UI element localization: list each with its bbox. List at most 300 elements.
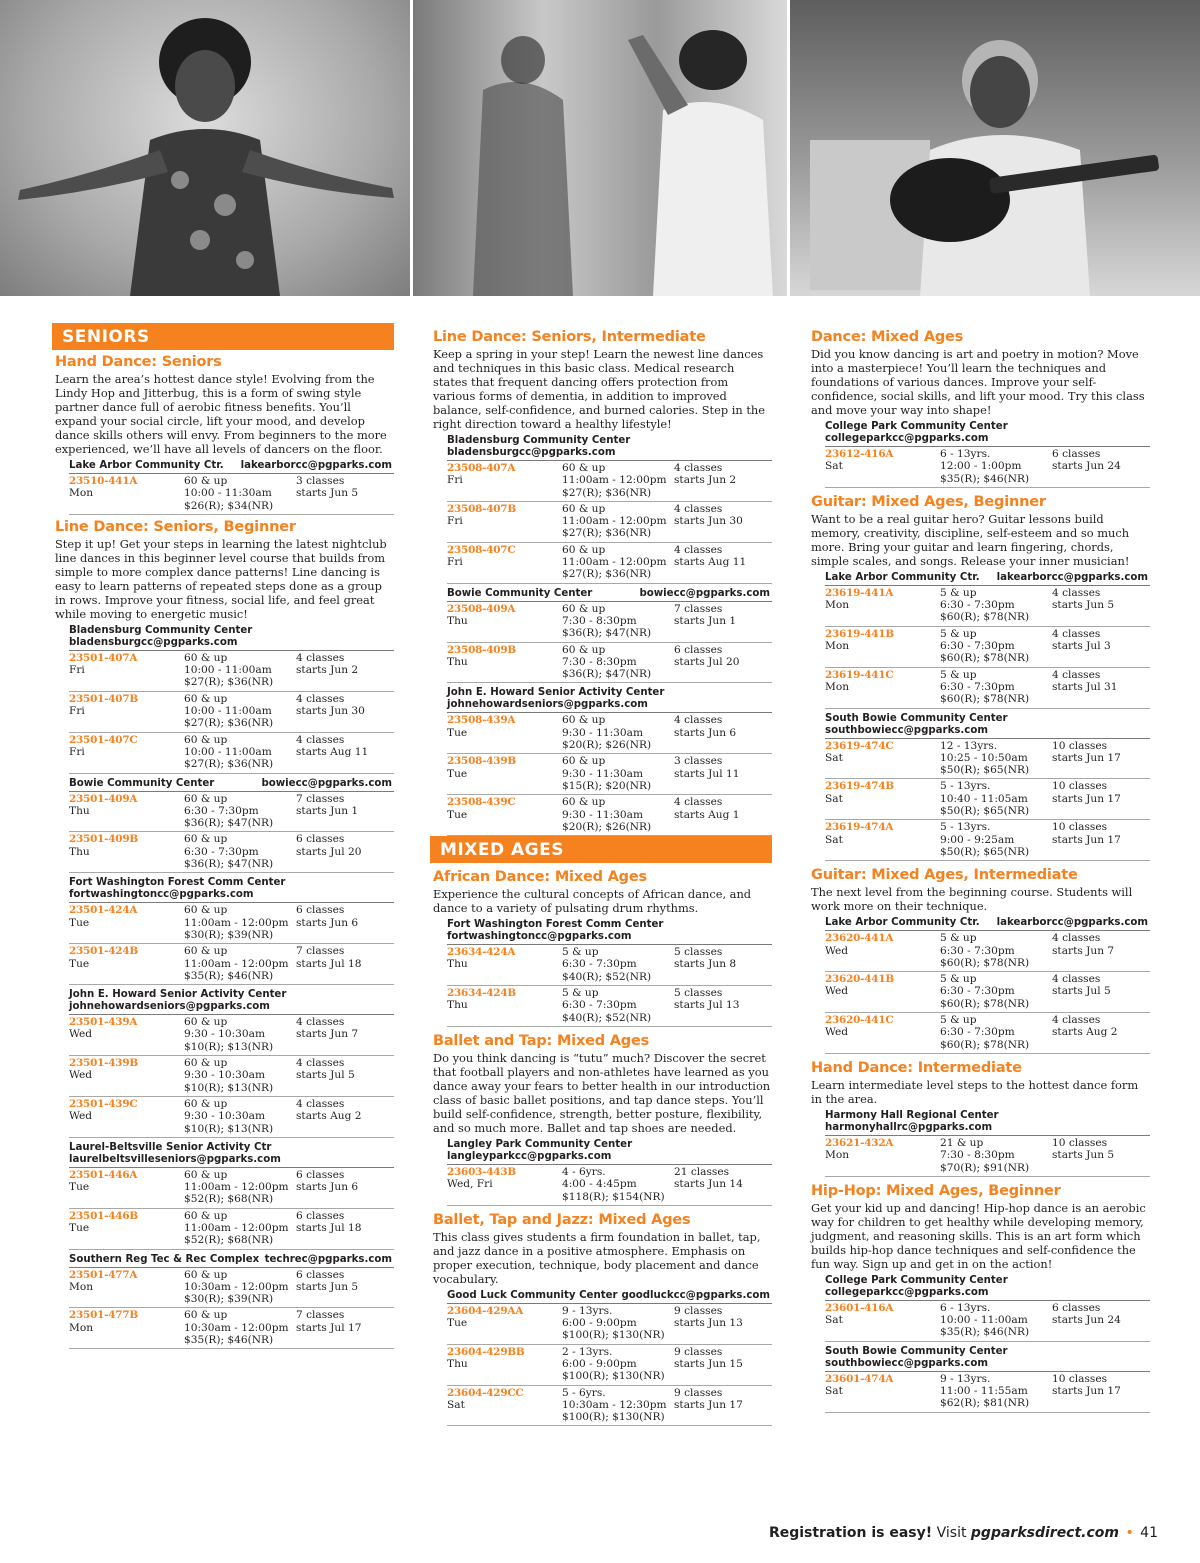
- course-fee: $60(R); $78(NR): [940, 652, 1030, 665]
- course-class-count: 7 classes: [296, 945, 345, 958]
- course-time: 6:00 - 9:00pm: [562, 1357, 637, 1370]
- course-code[interactable]: 23501-439A: [69, 1016, 138, 1029]
- course-section-row[interactable]: [825, 1136, 1150, 1177]
- course-time: 6:30 - 7:30pm: [940, 944, 1015, 957]
- course-time: 6:30 - 7:30pm: [562, 999, 637, 1012]
- section-age-time-fee: [940, 932, 1052, 969]
- location-email-link[interactable]: johnehowardseniors@pgparks.com: [447, 699, 648, 711]
- course-description: This class gives students a firm foundation in ballet, tap, and jazz dance in a positive atmosphere. Emphasis on proper execution, technique, body placement and dance vocabulary.: [433, 1229, 761, 1286]
- course-time: 11:00am - 12:00pm: [562, 556, 667, 569]
- course-age: 60 & up: [184, 833, 228, 846]
- course-section-row[interactable]: [825, 627, 1150, 668]
- course-code[interactable]: 23620-441C: [825, 1014, 894, 1027]
- section-age-time-fee: [940, 740, 1052, 777]
- course-class-count: 6 classes: [674, 643, 723, 656]
- course-time: 11:00am - 12:00pm: [184, 957, 289, 970]
- course-code[interactable]: 23501-407A: [69, 651, 138, 664]
- course-class-count: 3 classes: [296, 475, 345, 487]
- course-class-count: 6 classes: [296, 904, 345, 917]
- location-email-link[interactable]: collegeparkcc@pgparks.com: [825, 1286, 989, 1298]
- course-code[interactable]: 23501-446B: [69, 1209, 138, 1222]
- course-start-date: starts Jul 18: [296, 957, 362, 970]
- course-start-date: starts Jun 30: [296, 705, 365, 718]
- course-start-date: starts Jun 17: [674, 1398, 743, 1411]
- course-age: 60 & up: [562, 755, 606, 768]
- location-header: [69, 460, 394, 474]
- location-email-link[interactable]: bowiecc@pgparks.com: [261, 777, 392, 789]
- course-code[interactable]: 23508-407A: [447, 462, 516, 474]
- location-email-link[interactable]: goodluckcc@pgparks.com: [621, 1289, 770, 1301]
- section-count-start: [296, 652, 394, 689]
- course-title: Line Dance: Seniors, Intermediate: [433, 329, 706, 345]
- location-email-link[interactable]: bowiecc@pgparks.com: [639, 587, 770, 599]
- course-fee: $10(R); $13(NR): [184, 1040, 274, 1053]
- location-name: College Park Community Center: [825, 421, 1008, 432]
- course-time: 9:30 - 10:30am: [184, 1110, 265, 1123]
- course-class-count: 4 classes: [1052, 586, 1101, 599]
- course-day: Tue: [447, 767, 468, 780]
- section-count-start: [296, 945, 394, 982]
- section-code-day: [69, 1016, 184, 1053]
- course-description: Learn the area’s hottest dance style! Evolving from the Lindy Hop and Jitterbug, this is a form of swing style partner dance full of aerobic fitness benefits. You’ll expand your social circle, lift your mood, and develop dance skills others will envy. From beginners to the more experienced, we’ll have all levels of dancers on the floor.: [55, 372, 387, 456]
- course-section-row[interactable]: [447, 543, 772, 584]
- section-count-start: [674, 987, 772, 1024]
- location-name: South Bowie Community Center: [825, 1345, 1008, 1357]
- course-section-row[interactable]: [447, 643, 772, 684]
- course-day: Thu: [69, 845, 90, 858]
- location-name: Bowie Community Center: [447, 587, 593, 599]
- course-age: 60 & up: [184, 904, 228, 917]
- course-time: 6:30 - 7:30pm: [562, 958, 637, 971]
- course-section-row[interactable]: [447, 1304, 772, 1345]
- course-age: 60 & up: [184, 733, 228, 746]
- section-code-day: [825, 780, 940, 817]
- course-fee: $27(R); $36(NR): [562, 527, 652, 540]
- course-time: 11:00am - 12:00pm: [184, 916, 289, 929]
- course-section-row[interactable]: [447, 1165, 772, 1206]
- course-start-date: starts Jun 17: [1052, 1384, 1121, 1397]
- course-section-row[interactable]: [447, 602, 772, 643]
- course-fee: $62(R); $81(NR): [940, 1397, 1030, 1410]
- course-section-row[interactable]: [447, 502, 772, 543]
- section-count-start: [296, 833, 394, 870]
- location-name: Bladensburg Community Center: [69, 624, 253, 636]
- course-section-row[interactable]: [69, 792, 394, 833]
- course-age: 5 & up: [562, 987, 599, 1000]
- location-email-link[interactable]: techrec@pgparks.com: [264, 1253, 392, 1265]
- course-fee: $20(R); $26(NR): [562, 739, 652, 752]
- course-start-date: starts Aug 1: [674, 808, 740, 821]
- course-start-date: starts Jun 14: [674, 1178, 743, 1191]
- course-time: 6:30 - 7:30pm: [940, 680, 1015, 693]
- course-time: 6:30 - 7:30pm: [940, 1026, 1015, 1039]
- course-time: 6:30 - 7:30pm: [184, 845, 259, 858]
- location-header: [825, 572, 1150, 586]
- location-name: Lake Arbor Community Ctr.: [69, 460, 224, 471]
- section-count-start: [1052, 628, 1150, 665]
- course-fee: $52(R); $68(NR): [184, 1234, 274, 1247]
- course-code[interactable]: 23604-429CC: [447, 1386, 524, 1399]
- section-code-day: [69, 652, 184, 689]
- section-code-day: [825, 932, 940, 969]
- course-class-count: 10 classes: [1052, 821, 1108, 834]
- course-section-row[interactable]: [447, 795, 772, 836]
- location-header: [447, 588, 772, 602]
- section-code-day: [825, 821, 940, 858]
- course-section-row[interactable]: [69, 1015, 394, 1056]
- section-age-time-fee: [562, 603, 674, 640]
- location-email-link[interactable]: bladensburgcc@pgparks.com: [69, 636, 238, 648]
- section-age-time-fee: [184, 1016, 296, 1053]
- course-code[interactable]: 23619-474B: [825, 780, 894, 793]
- course-start-date: starts Aug 2: [1052, 1026, 1118, 1039]
- course-day: Mon: [69, 1321, 94, 1334]
- course-section-row[interactable]: [447, 945, 772, 986]
- course-section-row[interactable]: [69, 1209, 394, 1250]
- location-header: [69, 1254, 394, 1268]
- course-age: 5 & up: [940, 586, 977, 599]
- location-email-link[interactable]: lakearborcc@pgparks.com: [996, 571, 1148, 583]
- course-code[interactable]: 23620-441B: [825, 973, 894, 986]
- section-age-time-fee: [184, 1269, 296, 1306]
- course-start-date: starts Jul 3: [1052, 640, 1111, 653]
- section-age-time-fee: [940, 973, 1052, 1010]
- course-class-count: 9 classes: [674, 1345, 723, 1358]
- course-section-row[interactable]: [447, 1386, 772, 1427]
- course-section-row[interactable]: [825, 779, 1150, 820]
- course-day: Wed: [69, 1028, 93, 1041]
- course-start-date: starts Jun 2: [674, 474, 737, 487]
- course-code[interactable]: 23619-474C: [825, 739, 894, 752]
- course-section-row[interactable]: [69, 1168, 394, 1209]
- course-code[interactable]: 23634-424B: [447, 987, 516, 1000]
- course-code[interactable]: 23612-416A: [825, 448, 894, 460]
- course-fee: $100(R); $130(NR): [562, 1411, 665, 1424]
- course-class-count: 4 classes: [296, 1057, 345, 1070]
- course-section-row[interactable]: [69, 1268, 394, 1309]
- course-code[interactable]: 23501-439C: [69, 1097, 138, 1110]
- course-age: 60 & up: [184, 1097, 228, 1110]
- course-start-date: starts Jun 13: [674, 1317, 743, 1330]
- section-age-time-fee: [184, 1098, 296, 1135]
- course-section-row[interactable]: [69, 692, 394, 733]
- section-code-day: [825, 1373, 940, 1410]
- course-age: 5 & up: [940, 932, 977, 945]
- course-fee: $36(R); $47(NR): [562, 627, 652, 640]
- course-class-count: 7 classes: [674, 602, 723, 615]
- section-count-start: [674, 1166, 772, 1203]
- course-code[interactable]: 23508-407C: [447, 543, 516, 556]
- section-code-day: [825, 1302, 940, 1339]
- course-section-row[interactable]: [447, 1345, 772, 1386]
- section-code-day: [69, 833, 184, 870]
- course-age: 60 & up: [562, 543, 606, 556]
- column-1: [52, 323, 394, 1349]
- section-count-start: [1052, 932, 1150, 969]
- course-start-date: starts Jun 5: [1052, 599, 1115, 612]
- course-code[interactable]: 23501-409A: [69, 792, 138, 805]
- course-class-count: 5 classes: [674, 946, 723, 959]
- location-header: [825, 1275, 1150, 1301]
- course-code[interactable]: 23619-474A: [825, 821, 894, 834]
- course-day: Mon: [69, 1280, 94, 1293]
- section-age-time-fee: [940, 1014, 1052, 1051]
- course-code[interactable]: 23501-477A: [69, 1268, 138, 1281]
- location-email-link[interactable]: laurelbeltsvilleseniors@pgparks.com: [69, 1153, 281, 1165]
- section-count-start: [674, 1387, 772, 1424]
- course-time: 10:25 - 10:50am: [940, 751, 1028, 764]
- section-code-day: [447, 1387, 562, 1424]
- section-count-start: [1052, 1014, 1150, 1051]
- course-section-row[interactable]: [69, 733, 394, 774]
- course-code[interactable]: 23619-441B: [825, 627, 894, 640]
- course-code[interactable]: 23501-446A: [69, 1168, 138, 1181]
- section-code-day: [447, 462, 562, 499]
- course-age: 60 & up: [184, 1016, 228, 1029]
- footer-site-link[interactable]: pgparksdirect.com: [970, 1525, 1119, 1541]
- course-section-row[interactable]: [69, 944, 394, 985]
- course-code[interactable]: 23619-441C: [825, 668, 894, 681]
- location-email-link[interactable]: harmonyhallrc@pgparks.com: [825, 1121, 993, 1133]
- section-age-time-fee: [940, 1137, 1052, 1174]
- section-count-start: [674, 1346, 772, 1383]
- course-age: 4 - 6yrs.: [562, 1165, 606, 1178]
- course-class-count: 6 classes: [1052, 448, 1101, 460]
- course-code[interactable]: 23619-441A: [825, 586, 894, 599]
- course-code[interactable]: 23501-439B: [69, 1057, 138, 1070]
- course-time: 6:30 - 7:30pm: [184, 804, 259, 817]
- course-start-date: starts Jun 5: [296, 1280, 359, 1293]
- section-age-time-fee: [184, 1210, 296, 1247]
- course-class-count: 4 classes: [674, 796, 723, 809]
- course-day: Wed: [69, 1110, 93, 1123]
- course-code[interactable]: 23501-407B: [69, 692, 138, 705]
- course-section-row[interactable]: [447, 461, 772, 502]
- course-code[interactable]: 23501-477B: [69, 1309, 138, 1322]
- course-section-row[interactable]: [825, 931, 1150, 972]
- course-fee: $50(R); $65(NR): [940, 764, 1030, 777]
- course-title: Line Dance: Seniors, Beginner: [55, 518, 296, 535]
- course-time: 9:30 - 10:30am: [184, 1028, 265, 1041]
- course-section-row[interactable]: [825, 1301, 1150, 1342]
- location-email-link[interactable]: southbowiecc@pgparks.com: [825, 724, 988, 736]
- section-code-day: [69, 1057, 184, 1094]
- course-code[interactable]: 23620-441A: [825, 932, 894, 945]
- course-age: 60 & up: [562, 714, 606, 727]
- course-code[interactable]: 23501-424B: [69, 945, 138, 958]
- course-start-date: starts Jun 6: [296, 916, 359, 929]
- section-code-day: [69, 734, 184, 771]
- course-start-date: starts Jun 6: [296, 1181, 359, 1194]
- course-code[interactable]: 23601-416A: [825, 1301, 894, 1314]
- location-email-link[interactable]: southbowiecc@pgparks.com: [825, 1357, 988, 1369]
- course-fee: $26(R); $34(NR): [184, 499, 274, 512]
- course-code[interactable]: 23501-409B: [69, 833, 138, 846]
- course-time: 7:30 - 8:30pm: [940, 1149, 1015, 1162]
- location-header: [825, 713, 1150, 739]
- course-start-date: starts Jun 17: [1052, 792, 1121, 805]
- course-section-row[interactable]: [825, 972, 1150, 1013]
- course-time: 10:30am - 12:30pm: [562, 1398, 667, 1411]
- section-age-time-fee: [940, 1302, 1052, 1339]
- section-age-time-fee: [940, 1373, 1052, 1410]
- location-email-link[interactable]: bladensburgcc@pgparks.com: [447, 447, 616, 458]
- course-day: Mon: [825, 680, 850, 693]
- location-email-link[interactable]: fortwashingtoncc@pgparks.com: [447, 931, 632, 943]
- course-title: Dance: Mixed Ages: [811, 329, 964, 345]
- section-age-time-fee: [184, 475, 296, 512]
- course-section-row[interactable]: [825, 586, 1150, 627]
- course-fee: $36(R); $47(NR): [184, 817, 274, 830]
- course-fee: $36(R); $47(NR): [562, 668, 652, 681]
- course-age: 5 & up: [562, 946, 599, 959]
- course-time: 6:00 - 9:00pm: [562, 1317, 637, 1330]
- course-code[interactable]: 23510-441A: [69, 475, 138, 487]
- course-time: 9:30 - 11:30am: [562, 808, 643, 821]
- course-code[interactable]: 23604-429BB: [447, 1345, 525, 1358]
- course-code[interactable]: 23508-409B: [447, 643, 516, 656]
- section-age-time-fee: [562, 1346, 674, 1383]
- course-fee: $40(R); $52(NR): [562, 970, 652, 983]
- footer-lead: Registration is easy!: [768, 1525, 933, 1541]
- course-title: Guitar: Mixed Ages, Intermediate: [811, 867, 1078, 884]
- section-code-day: [825, 1014, 940, 1051]
- section-count-start: [674, 462, 772, 499]
- course-code[interactable]: 23508-439B: [447, 755, 516, 768]
- course-section-row[interactable]: [447, 986, 772, 1027]
- course-class-count: 4 classes: [296, 651, 345, 664]
- course-section-row[interactable]: [69, 1056, 394, 1097]
- location-email-link[interactable]: lakearborcc@pgparks.com: [240, 460, 392, 471]
- course-age: 6 - 13yrs.: [940, 448, 991, 460]
- course-class-count: 4 classes: [296, 692, 345, 705]
- section-count-start: [674, 1305, 772, 1342]
- course-code[interactable]: 23508-439C: [447, 796, 516, 809]
- course-description: Keep a spring in your step! Learn the newest line dances and techniques in this basic class. Medical research states that frequent dancing offers protection from various forms of dementia, in addition to improved balance, self-confidence, and burned calories. Step in the right direction toward a healthy lifestyle!: [433, 347, 765, 431]
- course-class-count: 6 classes: [1052, 1301, 1101, 1314]
- course-day: Thu: [447, 1357, 468, 1370]
- course-age: 60 & up: [562, 602, 606, 615]
- course-day: Mon: [69, 487, 94, 500]
- course-class-count: 6 classes: [296, 1268, 345, 1281]
- course-section-row[interactable]: [69, 832, 394, 873]
- course-day: Fri: [69, 705, 85, 718]
- course-title: Ballet, Tap and Jazz: Mixed Ages: [433, 1211, 691, 1228]
- section-code-day: [825, 448, 940, 485]
- course-fee: $100(R); $130(NR): [562, 1329, 665, 1342]
- location-header: [69, 625, 394, 651]
- course-section-row[interactable]: [69, 903, 394, 944]
- section-age-time-fee: [562, 462, 674, 499]
- course-age: 60 & up: [184, 945, 228, 958]
- course-code[interactable]: 23508-407B: [447, 502, 516, 515]
- course-day: Tue: [447, 808, 468, 821]
- course-start-date: starts Jul 5: [1052, 985, 1111, 998]
- course-section-row[interactable]: [825, 1013, 1150, 1054]
- section-count-start: [674, 603, 772, 640]
- course-code[interactable]: 23508-439A: [447, 714, 516, 727]
- section-code-day: [69, 793, 184, 830]
- location-header: [825, 917, 1150, 931]
- course-code[interactable]: 23501-424A: [69, 904, 138, 917]
- course-section-row[interactable]: [825, 739, 1150, 780]
- course-section-row[interactable]: [447, 713, 772, 754]
- course-section-row[interactable]: [825, 820, 1150, 861]
- course-section-row[interactable]: [69, 1097, 394, 1138]
- course-description: Get your kid up and dancing! Hip-hop dance is an aerobic way for children to get healthy while developing memory, judgment, and reasoning skills. This is an art form which builds hip-hop dance techniques and self-confidence the fun way. Sign up and get in on the action!: [811, 1200, 1146, 1271]
- course-time: 11:00am - 12:00pm: [562, 474, 667, 487]
- course-start-date: starts Jul 11: [674, 767, 740, 780]
- course-age: 60 & up: [184, 1168, 228, 1181]
- course-section-row[interactable]: [69, 474, 394, 515]
- course-class-count: 4 classes: [674, 543, 723, 556]
- course-code[interactable]: 23634-424A: [447, 946, 516, 959]
- course-code[interactable]: 23508-409A: [447, 602, 516, 615]
- section-code-day: [447, 503, 562, 540]
- section-age-time-fee: [184, 734, 296, 771]
- course-section-row[interactable]: [825, 668, 1150, 709]
- course-code[interactable]: 23603-443B: [447, 1165, 516, 1178]
- course-class-count: 10 classes: [1052, 1136, 1108, 1149]
- course-code[interactable]: 23501-407C: [69, 733, 138, 746]
- section-code-day: [69, 1210, 184, 1247]
- course-section-row[interactable]: [825, 1372, 1150, 1413]
- course-description: The next level from the beginning course. Students will work more on their technique.: [811, 885, 1133, 914]
- course-time: 11:00am - 12:00pm: [562, 515, 667, 528]
- section-age-time-fee: [184, 833, 296, 870]
- location-email-link[interactable]: langleyparkcc@pgparks.com: [447, 1150, 612, 1162]
- section-age-time-fee: [562, 755, 674, 792]
- header-photo-strip: [0, 0, 1200, 296]
- location-header: [69, 877, 394, 903]
- course-fee: $10(R); $13(NR): [184, 1122, 274, 1135]
- section-count-start: [296, 1309, 394, 1346]
- course-day: Sat: [825, 792, 843, 805]
- course-section-row[interactable]: [69, 651, 394, 692]
- location-header: [825, 1346, 1150, 1372]
- course-age: 5 & up: [940, 627, 977, 640]
- course-fee: $15(R); $20(NR): [562, 779, 652, 792]
- woman-dancing-figure: [0, 0, 410, 296]
- course-code[interactable]: 23604-429AA: [447, 1304, 524, 1317]
- course-code[interactable]: 23621-432A: [825, 1136, 894, 1149]
- course-section-row[interactable]: [825, 447, 1150, 488]
- course-age: 5 - 6yrs.: [562, 1386, 606, 1399]
- course-day: Fri: [447, 474, 463, 487]
- course-code[interactable]: 23601-474A: [825, 1372, 894, 1385]
- course-class-count: 4 classes: [1052, 1014, 1101, 1027]
- section-count-start: [296, 1098, 394, 1135]
- course-time: 9:00 - 9:25am: [940, 833, 1015, 846]
- course-class-count: 4 classes: [296, 1097, 345, 1110]
- course-day: Thu: [447, 655, 468, 668]
- course-age: 60 & up: [184, 1268, 228, 1281]
- course-description: Did you know dancing is art and poetry in motion? Move into a masterpiece! You’ll learn the techniques and foundations of various dances. Improve your self-confidence, social skills, and lift your mood. Try this class and move your way into shape!: [811, 347, 1145, 417]
- section-count-start: [296, 693, 394, 730]
- location-email-link[interactable]: lakearborcc@pgparks.com: [996, 917, 1148, 929]
- course-age: 9 - 13yrs.: [562, 1304, 613, 1317]
- location-email-link[interactable]: fortwashingtoncc@pgparks.com: [69, 889, 254, 901]
- section-count-start: [674, 796, 772, 833]
- course-section-row[interactable]: [447, 754, 772, 795]
- location-email-link[interactable]: johnehowardseniors@pgparks.com: [69, 1001, 270, 1013]
- location-email-link[interactable]: collegeparkcc@pgparks.com: [825, 433, 989, 444]
- location-name: Bladensburg Community Center: [447, 435, 631, 446]
- woman-guitar-figure: [790, 0, 1200, 296]
- course-section-row[interactable]: [69, 1308, 394, 1349]
- location-name: Fort Washington Forest Comm Center: [69, 877, 286, 889]
- course-age: 6 - 13yrs.: [940, 1301, 991, 1314]
